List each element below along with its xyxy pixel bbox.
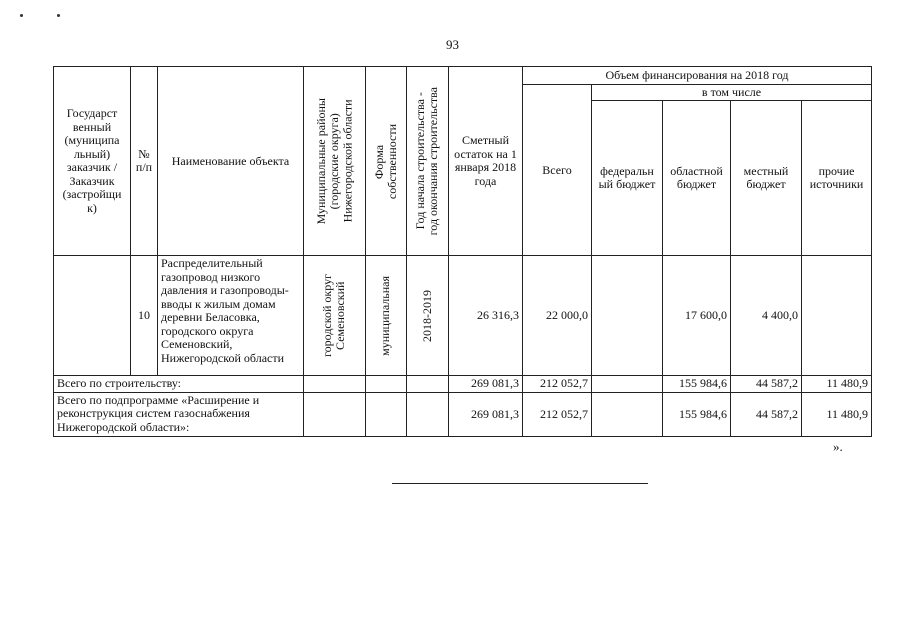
scan-speck [57, 14, 60, 17]
cell-total: 22 000,0 [523, 256, 592, 376]
cell-federal [592, 256, 663, 376]
cell-number: 10 [131, 256, 158, 376]
total-subprogram-total: 212 052,7 [523, 392, 592, 436]
cell-object-name: Распределительный газопровод низкого давления и газопроводы-вводы к жилым домам деревни Беласовка, городского округа Семеновский, Нижегородской области [158, 256, 304, 376]
cell-customer [54, 256, 131, 376]
total-construction-local: 44 587,2 [731, 376, 802, 392]
total-construction-other: 11 480,9 [802, 376, 872, 392]
header-local: местный бюджет [731, 101, 802, 256]
cell-empty [366, 392, 407, 436]
cell-district: городской округ Семеновский [304, 256, 366, 376]
cell-years: 2018-2019 [407, 256, 449, 376]
total-subprogram-label: Всего по подпрограмме «Расширение и реконструкция систем газоснабжения Нижегородской области»: [54, 392, 304, 436]
total-construction-total: 212 052,7 [523, 376, 592, 392]
header-districts: Муниципальные районы (городские округа) Нижегородской области [304, 67, 366, 256]
cell-empty [407, 392, 449, 436]
cell-estimate: 26 316,3 [449, 256, 523, 376]
page-number: 93 [446, 37, 459, 52]
cell-empty [366, 376, 407, 392]
total-construction-row [54, 376, 872, 392]
header-years: Год начала строительства - год окончания строительства [407, 67, 449, 256]
header-other: прочие источники [802, 101, 872, 256]
total-subprogram-other: 11 480,9 [802, 392, 872, 436]
total-subprogram-row [54, 392, 872, 436]
header-object-name: Наименование объекта [158, 67, 304, 256]
cell-regional: 17 600,0 [663, 256, 731, 376]
cell-other [802, 256, 872, 376]
total-construction-label: Всего по строительству: [54, 376, 304, 392]
cell-empty [407, 376, 449, 392]
scan-speck [20, 14, 23, 17]
header-regional: областной бюджет [663, 101, 731, 256]
total-subprogram-federal [592, 392, 663, 436]
cell-empty [304, 392, 366, 436]
cell-empty [304, 376, 366, 392]
total-construction-estimate: 269 081,3 [449, 376, 523, 392]
divider-line [392, 483, 648, 484]
total-subprogram-regional: 155 984,6 [663, 392, 731, 436]
header-financing: Объем финансирования на 2018 год [523, 67, 872, 85]
financing-table [53, 66, 872, 437]
total-construction-federal [592, 376, 663, 392]
header-ownership: Форма собственности [366, 67, 407, 256]
header-federal: федеральн ый бюджет [592, 101, 663, 256]
cell-ownership: муниципальная [366, 256, 407, 376]
total-subprogram-estimate: 269 081,3 [449, 392, 523, 436]
total-subprogram-local: 44 587,2 [731, 392, 802, 436]
header-number: № п/п [131, 67, 158, 256]
header-row [54, 67, 872, 85]
table-row [54, 256, 872, 376]
closing-quote: ». [833, 439, 843, 454]
header-including: в том числе [592, 85, 872, 101]
cell-local: 4 400,0 [731, 256, 802, 376]
header-customer: Государст венный (муниципа льный) заказчик / Заказчик (застройщи к) [54, 67, 131, 256]
header-estimate: Сметный остаток на 1 января 2018 года [449, 67, 523, 256]
total-construction-regional: 155 984,6 [663, 376, 731, 392]
header-total: Всего [523, 85, 592, 256]
